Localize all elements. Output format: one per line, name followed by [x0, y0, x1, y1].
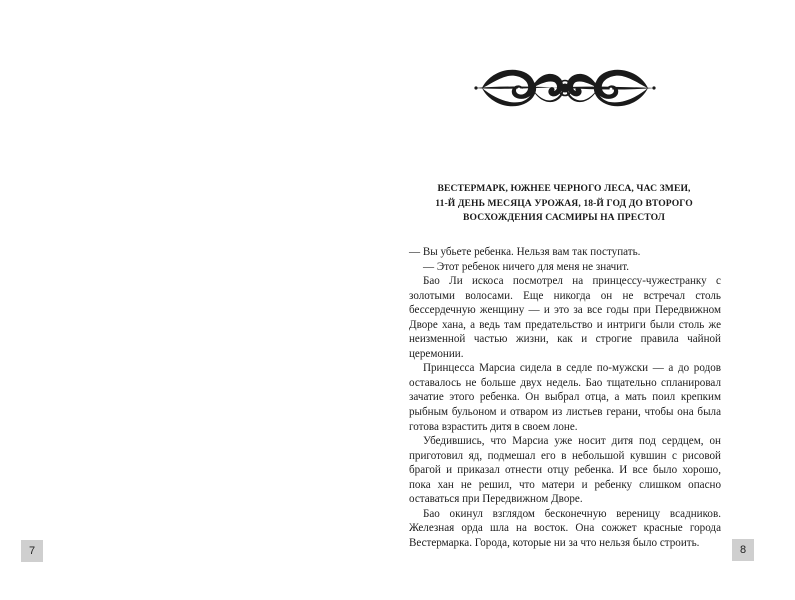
heading-line: 11-Й ДЕНЬ МЕСЯЦА УРОЖАЯ, 18-Й ГОД ДО ВТОРОГО	[435, 197, 693, 209]
right-page	[397, 0, 795, 600]
ornament-icon	[472, 60, 658, 116]
chapter-heading	[409, 182, 719, 226]
page-number-left: 7	[21, 540, 43, 562]
left-page	[0, 0, 397, 600]
paragraph: Принцесса Марсиа сидела в седле по-мужски — а до родов оставалось не больше двух недель. Бао тщательно спланировал зачатие этого ребенка. Он выбрал отца, а мать поил крепким рыбным бульоном и отваром из листьев герани, чтобы она была готова взрастить дитя в своем лоне.	[409, 362, 721, 433]
paragraph: — Этот ребенок ничего для меня не значит.	[423, 260, 629, 273]
paragraph: Убедившись, что Марсиа уже носит дитя под сердцем, он приготовил яд, подмешал его в небольшой кувшин с рисовой брагой и приказал отнести отцу ребенка. И все было хорошо, пока хан не решил, что матери и ребенку слишком опасно оставаться при Передвижном Дворе.	[409, 435, 721, 506]
paragraph: Бао окинул взглядом бесконечную вереницу всадников. Железная орда шла на восток. Она сожжет красные города Вестермарка. Города, которые ни за что нельзя было строить.	[409, 507, 721, 549]
paragraph: — Вы убьете ребенка. Нельзя вам так поступать.	[409, 246, 641, 258]
body-text	[409, 245, 721, 550]
page-number-right: 8	[732, 539, 754, 561]
heading-line: ВЕСТЕРМАРК, ЮЖНЕЕ ЧЕРНОГО ЛЕСА, ЧАС ЗМЕИ,	[437, 183, 691, 194]
heading-line: ВОСХОЖДЕНИЯ САСМИРЫ НА ПРЕСТОЛ	[463, 212, 665, 223]
paragraph: Бао Ли искоса посмотрел на принцессу-чужестранку с золотыми волосами. Еще никогда он не встречал столь бессердечную женщину — и это за все годы при Передвижном Дворе хана, а ведь там предательство и интриги были столь же неизменной частью жизни, как и строгие правила чайной церемонии.	[409, 275, 721, 360]
